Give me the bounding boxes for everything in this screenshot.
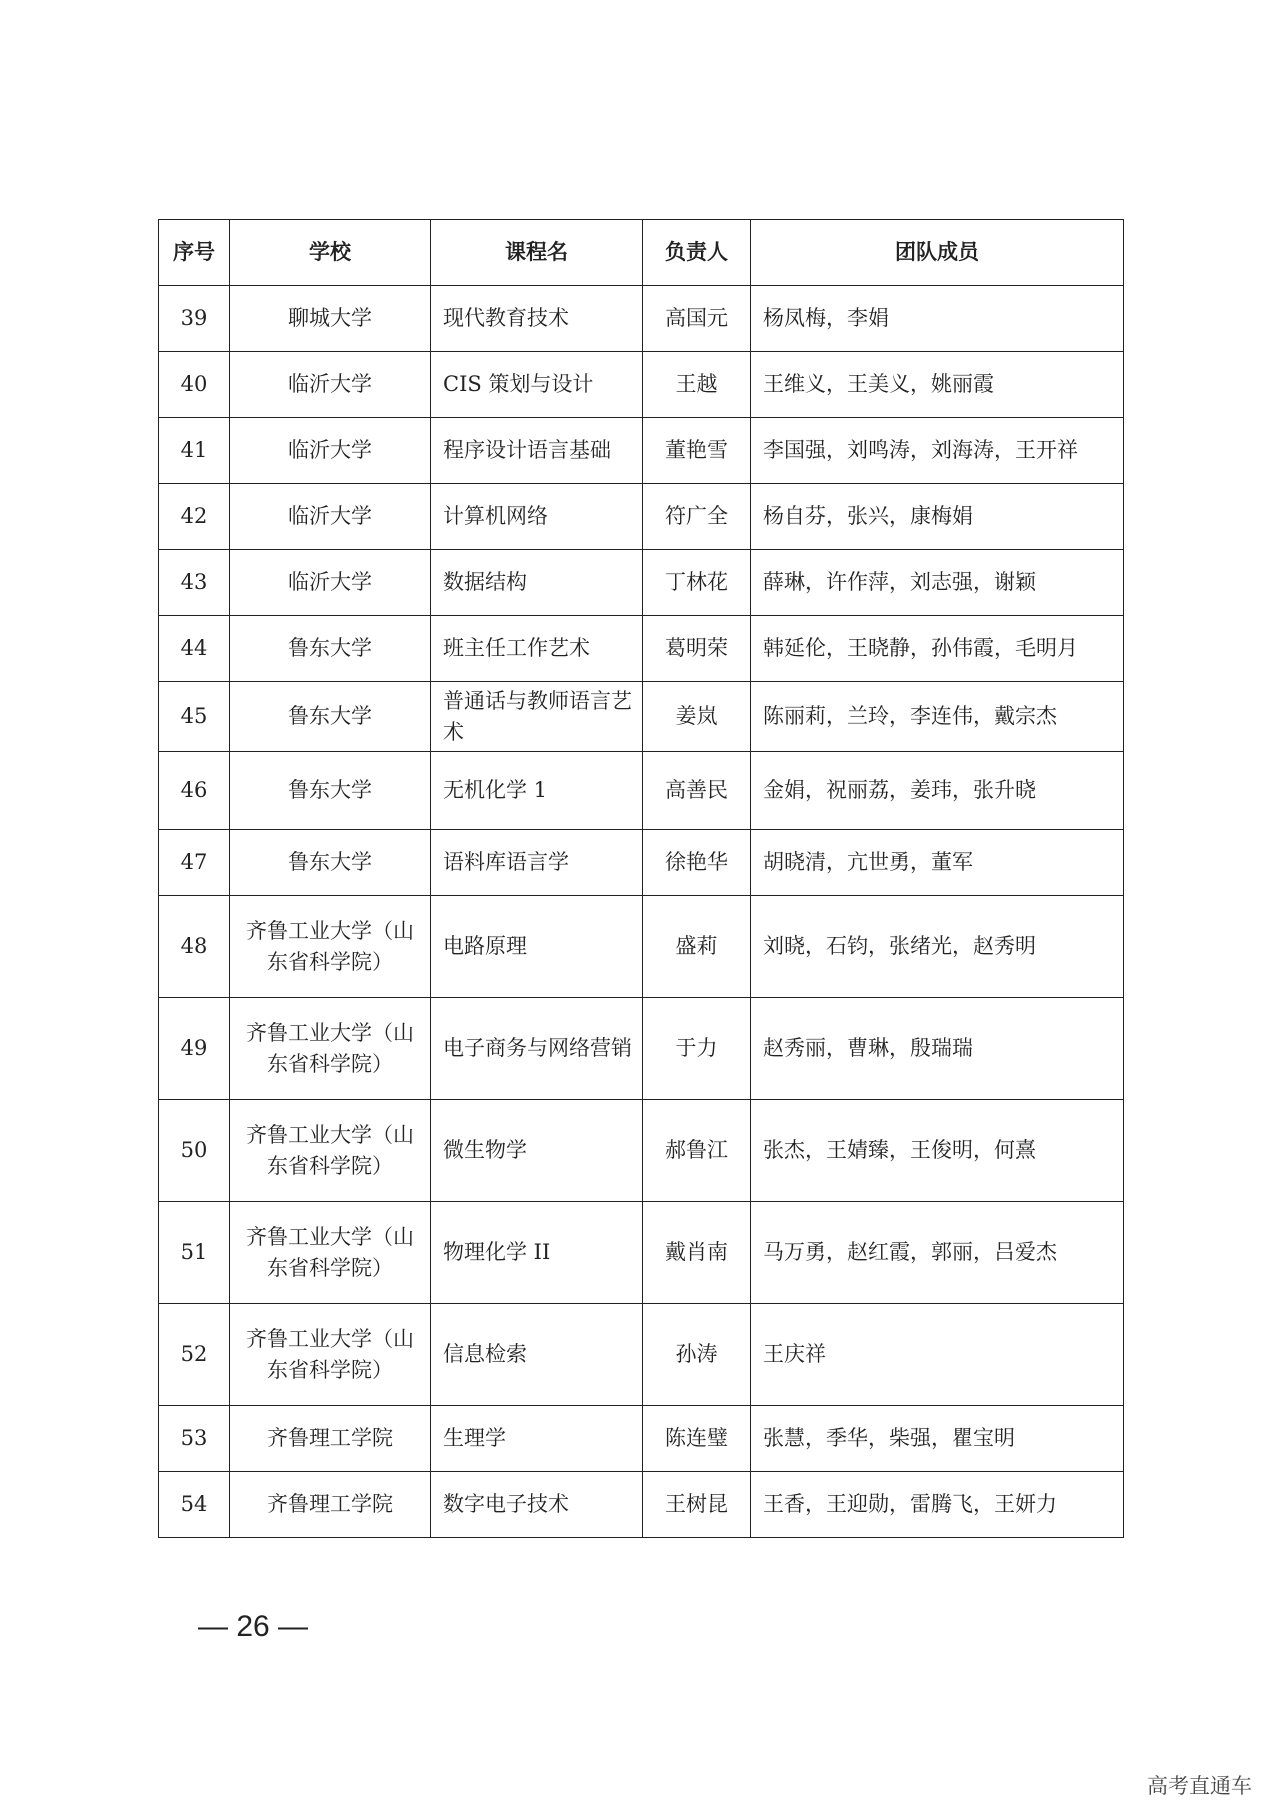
page-number: — 26 — bbox=[198, 1610, 309, 1643]
cell-members: 杨凤梅，李娟 bbox=[751, 286, 1124, 352]
table-row bbox=[159, 1202, 1124, 1304]
header-members: 团队成员 bbox=[751, 220, 1124, 286]
cell-leader: 盛莉 bbox=[643, 896, 751, 998]
cell-school: 临沂大学 bbox=[230, 550, 431, 616]
cell-members: 陈丽莉，兰玲，李连伟，戴宗杰 bbox=[751, 682, 1124, 752]
cell-members: 赵秀丽，曹琳，殷瑞瑞 bbox=[751, 998, 1124, 1100]
cell-members: 胡晓清，亢世勇，董军 bbox=[751, 830, 1124, 896]
cell-leader: 郝鲁江 bbox=[643, 1100, 751, 1202]
cell-course: CIS 策划与设计 bbox=[431, 352, 643, 418]
table-row bbox=[159, 352, 1124, 418]
cell-members: 韩延伦，王晓静，孙伟霞，毛明月 bbox=[751, 616, 1124, 682]
cell-school: 齐鲁工业大学（山东省科学院） bbox=[230, 998, 431, 1100]
cell-course: 计算机网络 bbox=[431, 484, 643, 550]
cell-course: 数据结构 bbox=[431, 550, 643, 616]
table-row bbox=[159, 998, 1124, 1100]
table-row bbox=[159, 1304, 1124, 1406]
table-row bbox=[159, 1472, 1124, 1538]
cell-members: 杨自芬，张兴，康梅娟 bbox=[751, 484, 1124, 550]
cell-course: 普通话与教师语言艺术 bbox=[431, 682, 643, 752]
table-row bbox=[159, 830, 1124, 896]
table-row bbox=[159, 616, 1124, 682]
cell-school: 鲁东大学 bbox=[230, 616, 431, 682]
table-row bbox=[159, 1406, 1124, 1472]
cell-leader: 姜岚 bbox=[643, 682, 751, 752]
cell-course: 电路原理 bbox=[431, 896, 643, 998]
table-row bbox=[159, 752, 1124, 830]
table-header-row bbox=[159, 220, 1124, 286]
cell-no: 46 bbox=[159, 752, 230, 830]
cell-leader: 高善民 bbox=[643, 752, 751, 830]
table-row bbox=[159, 1100, 1124, 1202]
cell-school: 齐鲁工业大学（山东省科学院） bbox=[230, 1304, 431, 1406]
cell-school: 齐鲁工业大学（山东省科学院） bbox=[230, 1100, 431, 1202]
cell-no: 48 bbox=[159, 896, 230, 998]
cell-members: 张杰，王婧臻，王俊明，何熹 bbox=[751, 1100, 1124, 1202]
cell-members: 薛琳，许作萍，刘志强，谢颖 bbox=[751, 550, 1124, 616]
cell-no: 43 bbox=[159, 550, 230, 616]
cell-members: 王庆祥 bbox=[751, 1304, 1124, 1406]
table-row bbox=[159, 550, 1124, 616]
course-table bbox=[158, 219, 1124, 1538]
cell-leader: 王越 bbox=[643, 352, 751, 418]
cell-school: 临沂大学 bbox=[230, 484, 431, 550]
cell-school: 鲁东大学 bbox=[230, 752, 431, 830]
cell-no: 49 bbox=[159, 998, 230, 1100]
cell-members: 王维义，王美义，姚丽霞 bbox=[751, 352, 1124, 418]
cell-leader: 戴肖南 bbox=[643, 1202, 751, 1304]
cell-leader: 符广全 bbox=[643, 484, 751, 550]
cell-school: 聊城大学 bbox=[230, 286, 431, 352]
cell-leader: 孙涛 bbox=[643, 1304, 751, 1406]
cell-leader: 高国元 bbox=[643, 286, 751, 352]
table-row bbox=[159, 286, 1124, 352]
cell-leader: 丁林花 bbox=[643, 550, 751, 616]
cell-no: 51 bbox=[159, 1202, 230, 1304]
cell-course: 电子商务与网络营销 bbox=[431, 998, 643, 1100]
cell-school: 临沂大学 bbox=[230, 418, 431, 484]
cell-course: 物理化学 II bbox=[431, 1202, 643, 1304]
cell-course: 生理学 bbox=[431, 1406, 643, 1472]
cell-no: 47 bbox=[159, 830, 230, 896]
header-course: 课程名 bbox=[431, 220, 643, 286]
cell-course: 数字电子技术 bbox=[431, 1472, 643, 1538]
cell-course: 微生物学 bbox=[431, 1100, 643, 1202]
cell-course: 信息检索 bbox=[431, 1304, 643, 1406]
cell-course: 程序设计语言基础 bbox=[431, 418, 643, 484]
cell-school: 齐鲁理工学院 bbox=[230, 1472, 431, 1538]
cell-members: 王香，王迎勋，雷腾飞，王妍力 bbox=[751, 1472, 1124, 1538]
cell-leader: 葛明荣 bbox=[643, 616, 751, 682]
table-row bbox=[159, 682, 1124, 752]
cell-no: 54 bbox=[159, 1472, 230, 1538]
cell-no: 44 bbox=[159, 616, 230, 682]
watermark: 高考直通车 bbox=[1147, 1774, 1252, 1798]
cell-no: 45 bbox=[159, 682, 230, 752]
table-row bbox=[159, 896, 1124, 998]
cell-no: 41 bbox=[159, 418, 230, 484]
cell-course: 语料库语言学 bbox=[431, 830, 643, 896]
cell-leader: 陈连璧 bbox=[643, 1406, 751, 1472]
cell-no: 53 bbox=[159, 1406, 230, 1472]
cell-school: 齐鲁工业大学（山东省科学院） bbox=[230, 1202, 431, 1304]
cell-course: 现代教育技术 bbox=[431, 286, 643, 352]
cell-no: 42 bbox=[159, 484, 230, 550]
header-leader: 负责人 bbox=[643, 220, 751, 286]
cell-no: 40 bbox=[159, 352, 230, 418]
cell-members: 刘晓，石钧，张绪光，赵秀明 bbox=[751, 896, 1124, 998]
table-row bbox=[159, 418, 1124, 484]
cell-course: 班主任工作艺术 bbox=[431, 616, 643, 682]
table-body bbox=[159, 286, 1124, 1538]
cell-school: 齐鲁理工学院 bbox=[230, 1406, 431, 1472]
cell-leader: 于力 bbox=[643, 998, 751, 1100]
cell-school: 临沂大学 bbox=[230, 352, 431, 418]
cell-members: 金娟，祝丽荔，姜玮，张升晓 bbox=[751, 752, 1124, 830]
header-no: 序号 bbox=[159, 220, 230, 286]
cell-no: 52 bbox=[159, 1304, 230, 1406]
cell-no: 39 bbox=[159, 286, 230, 352]
cell-course: 无机化学 1 bbox=[431, 752, 643, 830]
cell-leader: 徐艳华 bbox=[643, 830, 751, 896]
table-row bbox=[159, 484, 1124, 550]
cell-school: 鲁东大学 bbox=[230, 682, 431, 752]
cell-school: 齐鲁工业大学（山东省科学院） bbox=[230, 896, 431, 998]
cell-members: 李国强，刘鸣涛，刘海涛，王开祥 bbox=[751, 418, 1124, 484]
header-school: 学校 bbox=[230, 220, 431, 286]
cell-members: 张慧，季华，柴强，瞿宝明 bbox=[751, 1406, 1124, 1472]
cell-leader: 董艳雪 bbox=[643, 418, 751, 484]
cell-leader: 王树昆 bbox=[643, 1472, 751, 1538]
cell-school: 鲁东大学 bbox=[230, 830, 431, 896]
cell-no: 50 bbox=[159, 1100, 230, 1202]
cell-members: 马万勇，赵红霞，郭丽，吕爱杰 bbox=[751, 1202, 1124, 1304]
